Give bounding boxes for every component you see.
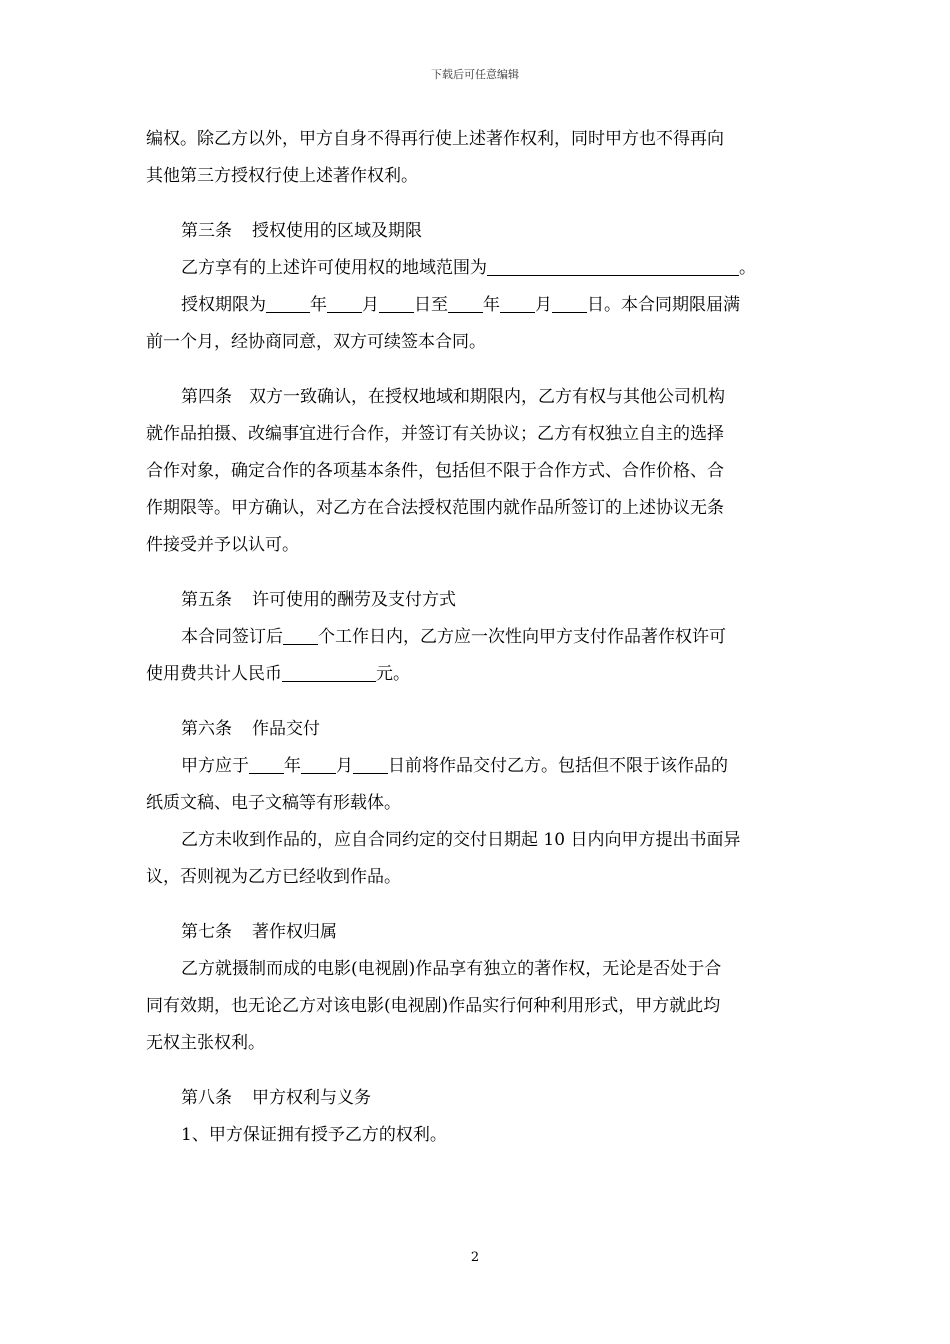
page-number: 2 <box>470 1250 480 1265</box>
fee-amount-blank[interactable] <box>282 663 376 682</box>
document-body <box>146 121 808 1154</box>
art5-p1-prefix: 本合同签订后 <box>181 627 283 647</box>
art8-number: 第八条 <box>181 1088 232 1108</box>
art5-p2-suffix: 元。 <box>376 664 410 684</box>
art7-heading <box>146 914 808 951</box>
end-year-blank[interactable] <box>448 294 483 313</box>
art5-heading <box>146 582 808 619</box>
art6-heading <box>146 711 808 748</box>
end-month-blank[interactable] <box>500 294 535 313</box>
art3-heading <box>146 213 808 250</box>
art3-region <box>146 250 808 287</box>
delivery-year-blank[interactable] <box>249 755 284 774</box>
art6-title: 作品交付 <box>252 719 320 739</box>
art6-year-label: 年 <box>284 756 301 776</box>
art7-title: 著作权归属 <box>252 922 337 942</box>
art8-title: 甲方权利与义务 <box>252 1088 371 1108</box>
art4-line3: 合作对象，确定合作的各项基本条件，包括但不限于合作方式、合作价格、合 <box>146 461 724 481</box>
art7-number: 第七条 <box>181 922 232 942</box>
start-year-blank[interactable] <box>266 294 310 313</box>
art6-objection-line1: 乙方未收到作品的，应自合同约定的交付日期起 10 日内向甲方提出书面异 <box>181 830 741 850</box>
art5-title: 许可使用的酬劳及支付方式 <box>252 590 456 610</box>
art2-continuation-line1: 编权。除乙方以外，甲方自身不得再行使上述著作权利，同时甲方也不得再向 <box>146 129 724 149</box>
art8-heading <box>146 1080 808 1117</box>
art3-month-label-2: 月 <box>535 295 552 315</box>
page-header: 下载后可任意编辑 <box>431 68 519 81</box>
delivery-month-blank[interactable] <box>301 755 336 774</box>
art3-day-end: 日。本合同期限届满 <box>587 295 740 315</box>
art6-delivery-line2: 纸质文稿、电子文稿等有形载体。 <box>146 793 401 813</box>
art4-line2: 就作品拍摄、改编事宜进行合作，并签订有关协议；乙方有权独立自主的选择 <box>146 424 724 444</box>
art6-p1-suffix: 日前将作品交付乙方。包括但不限于该作品的 <box>388 756 728 776</box>
art6-objection-line2: 议，否则视为乙方已经收到作品。 <box>146 867 401 887</box>
region-blank[interactable] <box>487 257 739 276</box>
start-day-blank[interactable] <box>379 294 414 313</box>
art4-line4: 作期限等。甲方确认，对乙方在合法授权范围内就作品所签订的上述协议无条 <box>146 498 724 518</box>
workdays-blank[interactable] <box>283 626 318 645</box>
art3-region-suffix: 。 <box>739 258 756 278</box>
art2-continuation-line2: 其他第三方授权行使上述著作权利。 <box>146 166 418 186</box>
art3-number: 第三条 <box>181 221 232 241</box>
art6-month-label: 月 <box>336 756 353 776</box>
art6-delivery-line1 <box>146 748 808 785</box>
art5-number: 第五条 <box>181 590 232 610</box>
art5-payment-line2 <box>146 656 808 693</box>
art6-number: 第六条 <box>181 719 232 739</box>
art3-period-prefix: 授权期限为 <box>181 295 266 315</box>
art3-month-label: 月 <box>362 295 379 315</box>
art7-line1: 乙方就摄制而成的电影(电视剧)作品享有独立的著作权，无论是否处于合 <box>181 959 722 979</box>
art6-p1-prefix: 甲方应于 <box>181 756 249 776</box>
art3-renewal: 前一个月，经协商同意，双方可续签本合同。 <box>146 332 486 352</box>
art5-payment-line1 <box>146 619 808 656</box>
art4-line1: 第四条 双方一致确认，在授权地域和期限内，乙方有权与其他公司机构 <box>181 387 725 407</box>
art3-year-label: 年 <box>310 295 327 315</box>
end-day-blank[interactable] <box>552 294 587 313</box>
art7-line2: 同有效期，也无论乙方对该电影(电视剧)作品实行何种利用形式，甲方就此均 <box>146 996 721 1016</box>
art8-item1: 1、甲方保证拥有授予乙方的权利。 <box>181 1125 447 1145</box>
art3-region-prefix: 乙方享有的上述许可使用权的地域范围为 <box>181 258 487 278</box>
art7-line3: 无权主张权利。 <box>146 1033 265 1053</box>
art4-line5: 件接受并予以认可。 <box>146 535 299 555</box>
art3-year-label-2: 年 <box>483 295 500 315</box>
start-month-blank[interactable] <box>327 294 362 313</box>
art5-p1-suffix: 个工作日内，乙方应一次性向甲方支付作品著作权许可 <box>318 627 726 647</box>
art3-period <box>146 287 808 324</box>
art3-title: 授权使用的区域及期限 <box>252 221 422 241</box>
art3-day-to: 日至 <box>414 295 448 315</box>
delivery-day-blank[interactable] <box>353 755 388 774</box>
art5-p2-prefix: 使用费共计人民币 <box>146 664 282 684</box>
